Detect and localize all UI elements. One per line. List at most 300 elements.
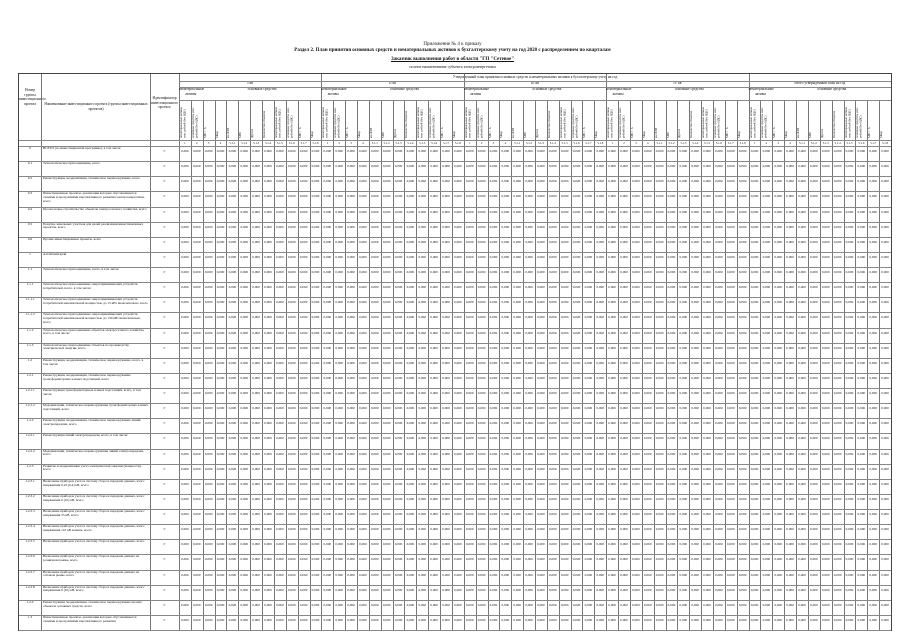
cell-value: 0,000	[418, 527, 427, 532]
cell-value: 0,000	[715, 572, 723, 577]
cell-value: 0,000	[525, 496, 533, 501]
cell-value: 0,000	[667, 587, 676, 592]
cell-value: 0,000	[442, 239, 450, 244]
cell-value: 0,000	[750, 300, 759, 305]
cell-value: 0,000	[477, 481, 486, 486]
cell-value: 0,000	[264, 300, 272, 305]
cell-value: 0,000	[572, 179, 581, 184]
cell-value: 0,000	[632, 496, 640, 501]
cell-value: 0,000	[620, 254, 628, 259]
cell-value: 0,000	[869, 360, 878, 365]
cell-value: 0,000	[264, 149, 272, 153]
cell-value: 0,000	[833, 602, 842, 607]
cell-value: 0,000	[786, 285, 794, 290]
cell-value: 0,000	[881, 436, 889, 441]
cell-value: 0,000	[643, 375, 652, 380]
cell-value: 0,000	[608, 557, 616, 562]
cell-value: 0,000	[276, 466, 284, 471]
cell-value: 0,000	[382, 345, 391, 350]
cell-value: 0,000	[548, 542, 557, 547]
header-line	[179, 87, 891, 88]
cell-value: 0,000	[881, 391, 889, 395]
cell-value: 0,000	[264, 512, 272, 516]
cell-value: 0,000	[596, 285, 605, 290]
cell-value: 0,000	[311, 254, 320, 259]
cell-value: 0,000	[299, 345, 308, 350]
cell-value: 0,000	[762, 300, 771, 305]
cell-value: 0,000	[252, 164, 260, 169]
cell-value: 0,000	[323, 179, 332, 184]
cell-value: 0,000	[821, 330, 830, 335]
cell-value: 0,000	[738, 285, 747, 290]
cell-value: 0,000	[881, 164, 889, 169]
cell-value: 0,000	[691, 375, 700, 380]
cell-value: 0,000	[489, 557, 498, 562]
cell-value: 0,000	[738, 209, 747, 214]
cell-value: 0,000	[299, 285, 308, 290]
cell-value: 0,000	[240, 527, 249, 532]
cell-value: 0,000	[501, 254, 510, 259]
cell-value: 0,000	[798, 466, 806, 471]
cell-value: 0,000	[786, 315, 794, 320]
cell-value: 0,000	[560, 391, 569, 395]
cell-value: 0,000	[537, 209, 545, 214]
cell-value: 0,000	[370, 587, 379, 592]
cell-value: 0,000	[632, 617, 640, 622]
cell-value: 0,000	[620, 617, 628, 622]
cell-value: 0,000	[620, 451, 628, 456]
cell-value: 0,000	[406, 466, 415, 471]
cell-value: 0,000	[608, 360, 616, 365]
cell-value: 0,000	[370, 209, 379, 214]
cell-value: 0,000	[382, 617, 391, 622]
cell-value: 0,000	[192, 451, 201, 456]
cell-value: 0,000	[454, 375, 462, 380]
cell-value: 0,000	[204, 270, 213, 274]
cell-value: 0,000	[276, 239, 284, 244]
cell-value: 0,000	[810, 391, 818, 395]
column-index: 5.1.3	[822, 141, 829, 145]
cell-value: 0,000	[679, 466, 688, 471]
cell-value: 0,000	[596, 330, 605, 335]
cell-value: 0,000	[228, 375, 237, 380]
cell-value: 0,000	[560, 179, 569, 184]
cell-value: 0,000	[774, 496, 783, 501]
cell-value: 0,000	[359, 270, 367, 274]
cell-value: 0,000	[477, 300, 486, 305]
cell-value: 0,000	[655, 179, 664, 184]
cell-value: 0,000	[276, 572, 284, 577]
cell-value: 0,000	[501, 512, 510, 516]
cell-value: 0,000	[311, 239, 320, 244]
cell-value: 0,000	[442, 209, 450, 214]
cell-value: 0,000	[548, 391, 557, 395]
cell-value: 0,000	[311, 557, 320, 562]
cell-value: 0,000	[406, 360, 415, 365]
cell-value: 0,000	[857, 572, 866, 577]
row-name: Технологическое присоединение объектов электросетевого хозяйства, всего, в том числе:	[43, 327, 145, 336]
cell-value: 0,000	[881, 406, 889, 411]
cell-value: 0,000	[228, 496, 237, 501]
cell-value: 0,000	[691, 496, 700, 501]
cell-value: 0,000	[525, 224, 533, 229]
cell-value: 0,000	[857, 285, 866, 290]
cell-value: 0,000	[335, 194, 344, 199]
cell-value: 0,000	[667, 542, 676, 547]
cell-value: 0,000	[204, 587, 213, 592]
cell-value: 0,000	[572, 436, 581, 441]
cell-value: 0,000	[465, 587, 474, 592]
cell-value: 0,000	[679, 239, 688, 244]
cell-value: 0,000	[548, 360, 557, 365]
cell-value: 0,000	[216, 300, 225, 305]
cell-value: 0,000	[715, 587, 723, 592]
cell-value: 0,000	[394, 391, 403, 395]
cell-value: 0,000	[798, 617, 806, 622]
column-index: 5.1.2	[668, 141, 675, 145]
cell-value: 0,000	[810, 224, 818, 229]
cell-value: 0,000	[750, 436, 759, 441]
cell-value: 0,000	[454, 512, 462, 516]
cell-value: 0,000	[299, 496, 308, 501]
cell-value: 0,000	[750, 209, 759, 214]
cell-value: 0,000	[252, 436, 260, 441]
row-code: 0.1	[27, 161, 33, 166]
cell-value: 0,000	[382, 587, 391, 592]
cell-value: 0,000	[798, 557, 806, 562]
cell-value: 0,000	[560, 330, 569, 335]
cell-value: 0,000	[525, 406, 533, 411]
cell-value: 0,000	[228, 164, 237, 169]
cell-value: 0,000	[430, 527, 438, 532]
cell-value: 0,000	[359, 164, 367, 169]
cell-value: 0,000	[430, 451, 438, 456]
cell-value: 0,000	[252, 406, 260, 411]
cell-value: 0,000	[537, 572, 545, 577]
cell-value: 0,000	[252, 557, 260, 562]
cell-value: 0,000	[620, 587, 628, 592]
cell-value: 0,000	[584, 481, 593, 486]
cell-value: 0,000	[323, 239, 332, 244]
table-row-line	[19, 388, 891, 389]
cell-value: 0,000	[596, 375, 605, 380]
cell-value: 0,000	[418, 239, 427, 244]
cell-value: 0,000	[703, 496, 711, 501]
cell-value: 0,000	[240, 270, 249, 274]
cell-value: 0,000	[833, 224, 842, 229]
cell-value: 0,000	[181, 527, 189, 532]
cell-value: 0,000	[833, 466, 842, 471]
cell-value: 0,000	[335, 451, 344, 456]
cell-value: 0,000	[560, 375, 569, 380]
cell-value: 0,000	[667, 481, 676, 486]
cell-value: 0,000	[406, 587, 415, 592]
cell-value: 0,000	[501, 572, 510, 577]
cell-value: 0,000	[869, 421, 878, 426]
cell-value: 0,000	[845, 209, 854, 214]
cell-value: 0,000	[881, 345, 889, 350]
column-sub-header: нематериальные активы млн. рублей (без НДС)	[701, 107, 709, 138]
cell-value: 0,000	[869, 149, 878, 153]
cell-value: 0,000	[442, 527, 450, 532]
cell-value: 0,000	[762, 285, 771, 290]
cell-value: 0,000	[679, 224, 688, 229]
cell-value: 0,000	[774, 406, 783, 411]
cell-value: 0,000	[750, 239, 759, 244]
cell-value: 0,000	[442, 345, 450, 350]
cell-value: 0,000	[181, 617, 189, 622]
cell-value: 0,000	[240, 239, 249, 244]
cell-value: 0,000	[750, 572, 759, 577]
cell-value: 0,000	[762, 602, 771, 607]
cell-value: 0,000	[311, 345, 320, 350]
cell-value: 0,000	[477, 406, 486, 411]
cell-value: 0,000	[181, 542, 189, 547]
cell-value: 0,000	[465, 300, 474, 305]
cell-value: 0,000	[192, 239, 201, 244]
cell-value: 0,000	[299, 391, 308, 395]
cell-value: 0,000	[430, 481, 438, 486]
cell-value: 0,000	[442, 179, 450, 184]
row-name: Реконструкция, модернизация, техническое перевооружение линий электропередачи, всего	[43, 418, 141, 427]
row-identifier: Г	[163, 270, 166, 274]
cell-value: 0,000	[501, 300, 510, 305]
cell-value: 0,000	[596, 254, 605, 259]
cell-value: 0,000	[643, 391, 652, 395]
cell-value: 0,000	[703, 179, 711, 184]
cell-value: 0,000	[216, 345, 225, 350]
cell-value: 0,000	[394, 375, 403, 380]
cell-value: 0,000	[418, 270, 427, 274]
cell-value: 0,000	[632, 557, 640, 562]
cell-value: 0,000	[833, 149, 842, 153]
cell-value: 0,000	[667, 496, 676, 501]
cell-value: 0,000	[252, 527, 260, 532]
table-row-line	[19, 479, 891, 480]
cell-value: 0,000	[347, 239, 355, 244]
header-line	[179, 100, 891, 101]
cell-value: 0,000	[869, 512, 878, 516]
cell-value: 0,000	[620, 345, 628, 350]
cell-value: 0,000	[181, 179, 189, 184]
cell-value: 0,000	[465, 330, 474, 335]
cell-value: 0,000	[881, 421, 889, 426]
column-index: 3	[777, 141, 779, 145]
cell-value: 0,000	[228, 360, 237, 365]
cell-value: 0,000	[774, 557, 783, 562]
row-identifier: Г	[163, 285, 166, 290]
cell-value: 0,000	[228, 194, 237, 199]
cell-value: 0,000	[596, 572, 605, 577]
cell-value: 0,000	[513, 481, 522, 486]
cell-value: 0,000	[394, 617, 403, 622]
table-row-line	[19, 418, 891, 419]
cell-value: 0,000	[335, 179, 344, 184]
cell-value: 0,000	[276, 164, 284, 169]
cell-value: 0,000	[454, 527, 462, 532]
cell-value: 0,000	[845, 375, 854, 380]
cell-value: 0,000	[703, 360, 711, 365]
cell-value: 0,000	[537, 375, 545, 380]
row-name: Включение приборов учета в систему сбора и передачи данных, класс напряжения 35 кВ, всего	[43, 509, 145, 517]
row-code: 1.2.1.2	[25, 403, 35, 408]
cell-value: 0,000	[750, 194, 759, 199]
cell-value: 0,000	[418, 254, 427, 259]
cell-value: 0,000	[442, 391, 450, 395]
cell-value: 0,000	[821, 496, 830, 501]
cell-value: 0,000	[596, 360, 605, 365]
cell-value: 0,000	[537, 391, 545, 395]
cell-value: 0,000	[560, 451, 569, 456]
cell-value: 0,000	[715, 224, 723, 229]
cell-value: 0,000	[501, 330, 510, 335]
column-sub-header: Мвар	[594, 131, 599, 138]
cell-value: 0,000	[703, 542, 711, 547]
cell-value: 0,000	[228, 436, 237, 441]
cell-value: 0,000	[370, 436, 379, 441]
cell-value: 0,000	[703, 270, 711, 274]
cell-value: 0,000	[323, 224, 332, 229]
cell-value: 0,000	[465, 542, 474, 547]
cell-value: 0,000	[525, 254, 533, 259]
cell-value: 0,000	[394, 421, 403, 426]
cell-value: 0,000	[287, 406, 296, 411]
cell-value: 0,000	[192, 496, 201, 501]
cell-value: 0,000	[406, 224, 415, 229]
cell-value: 0,000	[335, 391, 344, 395]
cell-value: 0,000	[691, 330, 700, 335]
cell-value: 0,000	[192, 481, 201, 486]
row-identifier: Г	[163, 527, 166, 532]
cell-value: 0,000	[703, 375, 711, 380]
cell-value: 0,000	[513, 194, 522, 199]
cell-value: 0,000	[442, 375, 450, 380]
column-index: 5.1.5	[846, 141, 853, 145]
cell-value: 0,000	[703, 345, 711, 350]
cell-value: 0,000	[810, 270, 818, 274]
cell-value: 0,000	[311, 542, 320, 547]
cell-value: 0,000	[857, 451, 866, 456]
cell-value: 0,000	[192, 254, 201, 259]
cell-value: 0,000	[264, 179, 272, 184]
cell-value: 0,000	[786, 542, 794, 547]
cell-value: 0,000	[394, 270, 403, 274]
cell-value: 0,000	[359, 557, 367, 562]
cell-value: 0,000	[537, 149, 545, 153]
cell-value: 0,000	[228, 481, 237, 486]
cell-value: 0,000	[240, 285, 249, 290]
cell-value: 0,000	[287, 300, 296, 305]
cell-value: 0,000	[204, 602, 213, 607]
cell-value: 0,000	[798, 602, 806, 607]
cell-value: 0,000	[264, 315, 272, 320]
cell-value: 0,000	[620, 481, 628, 486]
cell-value: 0,000	[821, 391, 830, 395]
cell-value: 0,000	[382, 496, 391, 501]
cell-value: 0,000	[857, 557, 866, 562]
row-name: Включение приборов учета в систему сбора и передачи данных на оптовом рынке, всего	[43, 569, 140, 578]
cell-value: 0,000	[786, 391, 794, 395]
cell-value: 0,000	[798, 375, 806, 380]
cell-value: 0,000	[382, 421, 391, 426]
cell-value: 0,000	[323, 421, 332, 426]
cell-value: 0,000	[726, 224, 735, 229]
cell-value: 0,000	[477, 375, 486, 380]
cell-value: 0,000	[643, 270, 652, 274]
cell-value: 0,000	[572, 466, 581, 471]
cell-value: 0,000	[655, 421, 664, 426]
cell-value: 0,000	[311, 421, 320, 426]
cell-value: 0,000	[881, 512, 889, 516]
cell-value: 0,000	[513, 542, 522, 547]
cell-value: 0,000	[845, 496, 854, 501]
cell-value: 0,000	[335, 466, 344, 471]
cell-value: 0,000	[192, 572, 201, 577]
cell-value: 0,000	[833, 330, 842, 335]
cell-value: 0,000	[774, 285, 783, 290]
cell-value: 0,000	[845, 285, 854, 290]
cell-value: 0,000	[774, 149, 783, 153]
cell-value: 0,000	[394, 572, 403, 577]
column-sub-header: нематериальные активы млн. рублей (без НДС)	[179, 107, 187, 138]
cell-value: 0,000	[501, 391, 510, 395]
cell-value: 0,000	[264, 481, 272, 486]
cell-value: 0,000	[311, 164, 320, 169]
cell-value: 0,000	[869, 375, 878, 380]
column-sub-header: Другое	[677, 128, 682, 138]
cell-value: 0,000	[881, 224, 889, 229]
cell-value: 0,000	[703, 602, 711, 607]
cell-value: 0,000	[608, 375, 616, 380]
cell-value: 0,000	[192, 285, 201, 290]
cell-value: 0,000	[347, 557, 355, 562]
cell-value: 0,000	[454, 496, 462, 501]
cell-value: 0,000	[216, 602, 225, 607]
cell-value: 0,000	[276, 391, 284, 395]
cell-value: 0,000	[572, 391, 581, 395]
cell-value: 0,000	[596, 587, 605, 592]
cell-value: 0,000	[489, 542, 498, 547]
cell-value: 0,000	[655, 391, 664, 395]
cell-value: 0,000	[347, 617, 355, 622]
cell-value: 0,000	[359, 149, 367, 153]
cell-value: 0,000	[810, 466, 818, 471]
cell-value: 0,000	[323, 436, 332, 441]
cell-value: 0,000	[869, 391, 878, 395]
cell-value: 0,000	[738, 345, 747, 350]
cell-value: 0,000	[382, 209, 391, 214]
cell-value: 0,000	[762, 179, 771, 184]
cell-value: 0,000	[299, 254, 308, 259]
cell-value: 0,000	[489, 254, 498, 259]
cell-value: 0,000	[548, 527, 557, 532]
cell-value: 0,000	[584, 527, 593, 532]
cell-value: 0,000	[287, 254, 296, 259]
cell-value: 0,000	[620, 436, 628, 441]
cell-value: 0,000	[632, 285, 640, 290]
cell-value: 0,000	[762, 345, 771, 350]
cell-value: 0,000	[726, 315, 735, 320]
cell-value: 0,000	[667, 451, 676, 456]
row-name: Технологическое присоединение энергопринимающих устройств потребителей, всего, в том числе:	[43, 282, 138, 290]
cell-value: 0,000	[821, 481, 830, 486]
column-index: 5.1.7	[585, 141, 592, 145]
cell-value: 0,000	[430, 285, 438, 290]
cell-value: 0,000	[786, 330, 794, 335]
cell-value: 0,000	[786, 421, 794, 426]
cell-value: 0,000	[252, 421, 260, 426]
cell-value: 0,000	[869, 481, 878, 486]
